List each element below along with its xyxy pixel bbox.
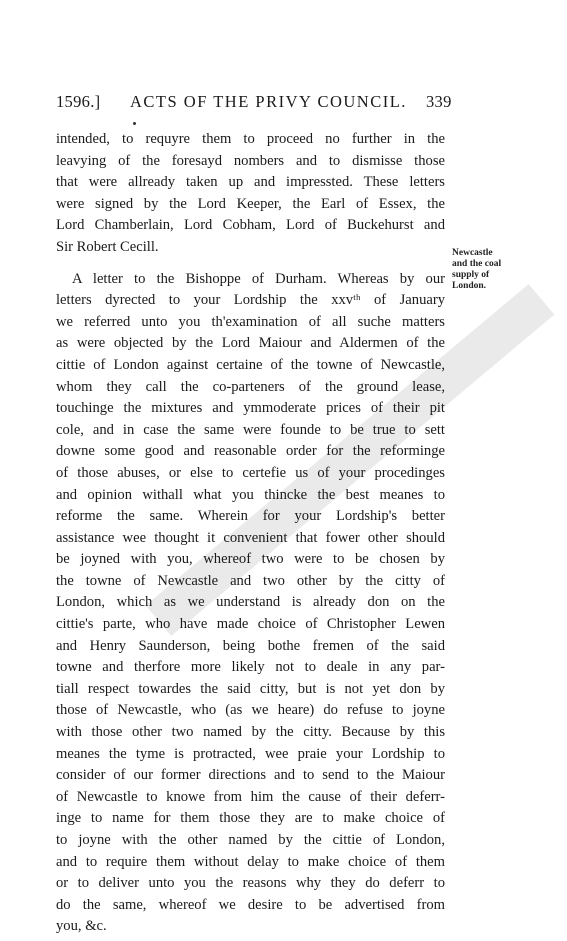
text-line: as were objected by the Lord Maiour and Aldermen of the xyxy=(56,335,445,352)
text-line: with those other two named by the citty. Because by this xyxy=(56,724,445,741)
text-line: inge to name for them those they are to make choice of xyxy=(56,810,445,827)
main-text xyxy=(56,129,445,938)
marginal-note-line: London. xyxy=(452,281,487,291)
text-line: letters dyrected to your Lordship the xxvᵗʰ of January xyxy=(56,292,445,309)
text-line: reforme the same. Wherein for your Lordship's better xyxy=(56,508,445,525)
text-line: tiall respect towardes the said citty, but is not yet don by xyxy=(56,680,445,697)
text-line: downe some good and reasonable order for the reforminge xyxy=(56,443,445,460)
text-line: leavying of the foresayd nombers and to dismisse those xyxy=(56,152,445,169)
paragraph-2 xyxy=(56,269,445,938)
ink-speck xyxy=(133,122,136,125)
marginal-note-line: and the coal xyxy=(452,259,502,269)
text-line: assistance wee thought it convenient that fower other should xyxy=(56,529,445,546)
running-header xyxy=(56,92,456,114)
marginal-note xyxy=(452,248,522,292)
text-line: meanes the tyme is protracted, wee praie your Lordship to xyxy=(56,745,445,762)
text-line: of Newcastle to knowe from him the cause of their deferr- xyxy=(56,788,445,805)
text-line: and opinion withall what you thincke the best meanes to xyxy=(56,486,445,503)
text-line: Sir Robert Cecill. xyxy=(56,238,159,255)
text-line: do the same, whereof we desire to be advertised from xyxy=(56,896,445,913)
page-number: 339 xyxy=(426,92,452,111)
text-line: consider of our former directions and to send to the Maiour xyxy=(56,767,445,784)
text-line: whom they call the co-parteners of the ground lease, xyxy=(56,378,445,395)
header-title: ACTS OF THE PRIVY COUNCIL. xyxy=(130,92,407,111)
text-line: towne and therfore more likely not to deale in any par- xyxy=(56,659,445,676)
text-line: London, which as we understand is already don on the xyxy=(56,594,445,611)
text-line: Lord Chamberlain, Lord Cobham, Lord of Buckehurst and xyxy=(56,217,445,234)
text-line: you, &c. xyxy=(56,918,107,935)
text-line: those of Newcastle, who (as we heare) do refuse to joyne xyxy=(56,702,445,719)
text-line: cole, and in case the same were founde to be true to sett xyxy=(56,421,445,438)
text-line: or to deliver unto you the reasons why they do deferr to xyxy=(56,875,445,892)
text-line: of those abuses, or else to certefie us of your procedinges xyxy=(56,464,445,481)
text-line: cittie of London against certaine of the towne of Newcastle, xyxy=(56,356,445,373)
text-line: the towne of Newcastle and two other by the citty of xyxy=(56,572,445,589)
text-line: be joyned with you, whereof two were to be chosen by xyxy=(56,551,445,568)
text-line: touchinge the mixtures and ymmoderate prices of their pit xyxy=(56,400,445,417)
text-line: to joyne with the other named by the cittie of London, xyxy=(56,832,445,848)
marginal-note-line: Newcastle xyxy=(452,248,493,258)
marginal-note-line: supply of xyxy=(452,270,490,280)
header-year: 1596.] xyxy=(56,92,101,111)
text-line: that were allready taken up and impressted. These letters xyxy=(56,174,445,191)
text-line: were signed by the Lord Keeper, the Earl of Essex, the xyxy=(56,195,445,212)
text-line: A letter to the Bishoppe of Durham. Whereas by our xyxy=(72,270,445,287)
text-line: and Henry Saunderson, being bothe fremen of the said xyxy=(56,637,445,654)
text-line: and to require them without delay to make choice of them xyxy=(56,853,445,870)
text-line: cittie's parte, who have made choice of Christopher Lewen xyxy=(56,616,445,633)
text-line: intended, to requyre them to proceed no further in the xyxy=(56,131,445,147)
paragraph-1 xyxy=(56,129,445,259)
text-line: we referred unto you th'examination of all suche matters xyxy=(56,313,445,330)
